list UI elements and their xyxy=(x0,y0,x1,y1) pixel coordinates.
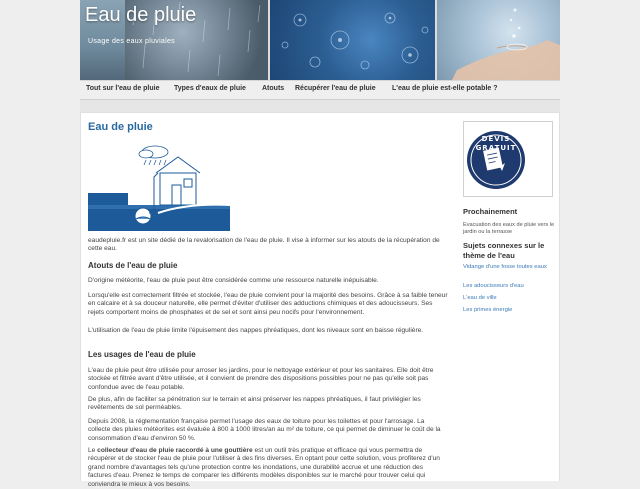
paragraph-collecteur xyxy=(88,447,448,489)
nav-item-potable[interactable]: L'eau de pluie est-elle potable ? xyxy=(392,85,498,92)
text-rest: est un outil très pratique et efficace qui vous permettra de récupérer et de stocker l'eau de pluie pour l'utiliser à des fins diverses. En optant pour cette solution, vous profiterez d'un grand nombre d'avantages tels qu'une protection contre les inondations, une durabilité accrue et une réduction des factures d'eau. Prenez le temps de comparer les différents modèles disponibles sur le marché pour trouver celui qui conviendra le mieux à vos besoins. xyxy=(88,447,440,488)
text-bold-link: collecteur d'eau de pluie raccordé à une gouttière xyxy=(97,447,253,454)
nav-item-atouts[interactable]: Atouts xyxy=(262,85,285,92)
section-heading-atouts: Atouts de l'eau de pluie xyxy=(88,261,178,270)
content-area xyxy=(80,112,560,488)
paragraph: De plus, afin de faciliter sa pénétration sur le terrain et ainsi préserver les nappes phréatiques, il faut privilégier les revêtements de sol perméables. xyxy=(88,396,421,412)
devis-gratuit-badge[interactable] xyxy=(463,121,553,197)
paragraph: L'eau de pluie peut être utilisée pour arroser les jardins, pour le nettoyage extérieur et pour les sanitaires. Elle doit être stockée et filtrée avant d'être utilisée, et il convient de prendre des dispositions possibles pour ne pas qu'elle soit pas confondue avec de l'eau potable. xyxy=(88,367,434,391)
paragraph: D'origine météorite, l'eau de pluie peut être considérée comme une ressource naturelle inépuisable. xyxy=(88,277,379,284)
page-title: Eau de pluie xyxy=(88,121,153,133)
prochainement-heading: Prochainement xyxy=(463,207,518,216)
main-nav xyxy=(80,80,560,100)
related-link[interactable]: L'eau de ville xyxy=(463,295,497,301)
paragraph: L'utilisation de l'eau de pluie limite l'épuisement des nappes phréatiques, dont les niveaux sont en baisse régulière. xyxy=(88,327,424,334)
banner-photo-4 xyxy=(437,0,560,80)
site-title[interactable]: Eau de pluie xyxy=(85,4,197,26)
banner-photo-3 xyxy=(270,0,437,80)
paragraph: Depuis 2008, la réglementation française permet l'usage des eaux de toiture pour les toilettes et pour l'arrosage. La collecte des pluies météorites est évaluée à 800 à 1000 litres/an au m² de toiture, ce qui permet de diminuer le coût de la consommation d'eau d'environ 50 %. xyxy=(88,418,441,442)
related-link[interactable]: Les primes énergie xyxy=(463,307,513,313)
related-link[interactable]: Les adoucisseurs d'eau xyxy=(463,283,524,289)
paragraph: Lorsqu'elle est correctement filtrée et stockée, l'eau de pluie convient pour la majorité des besoins. Grâce à sa faible teneur en calcaire et à sa douceur naturelle, elle permet d'éviter d'utiliser des adductions chimiques et des adoucisseurs. Ses rejets comportent moins de phosphates et de sel et sont ainsi peu nocifs pour l'environnement. xyxy=(88,292,448,316)
intro-paragraph: eaudepluie.fr est un site dédié de la revalorisation de l'eau de pluie. Il vise à informer sur les atouts de la récupération de cette eau. xyxy=(88,237,440,253)
prochainement-text: Evacuation des eaux de pluie vers le jardin ou la terrasse xyxy=(463,222,555,235)
nav-item-tout-sur-eau[interactable]: Tout sur l'eau de pluie xyxy=(86,85,160,92)
nav-item-recuperer[interactable]: Récupérer l'eau de pluie xyxy=(295,85,376,92)
section-heading-usages: Les usages de l'eau de pluie xyxy=(88,350,196,359)
water-drops xyxy=(270,0,437,80)
main-column xyxy=(88,121,448,488)
hand-with-water-icon xyxy=(437,0,560,80)
badge-text: DEVIS GRATUIT xyxy=(475,135,517,152)
site-tagline: Usage des eaux pluviales xyxy=(88,38,175,45)
nav-item-types[interactable]: Types d'eaux de pluie xyxy=(174,85,246,92)
text-lead: Le xyxy=(88,447,98,454)
related-topics-heading: Sujets connexes sur le thème de l'eau xyxy=(463,241,545,260)
related-link[interactable]: Vidange d'une fosse toutes eaux xyxy=(463,264,547,270)
rainwater-house-illustration xyxy=(88,143,230,231)
